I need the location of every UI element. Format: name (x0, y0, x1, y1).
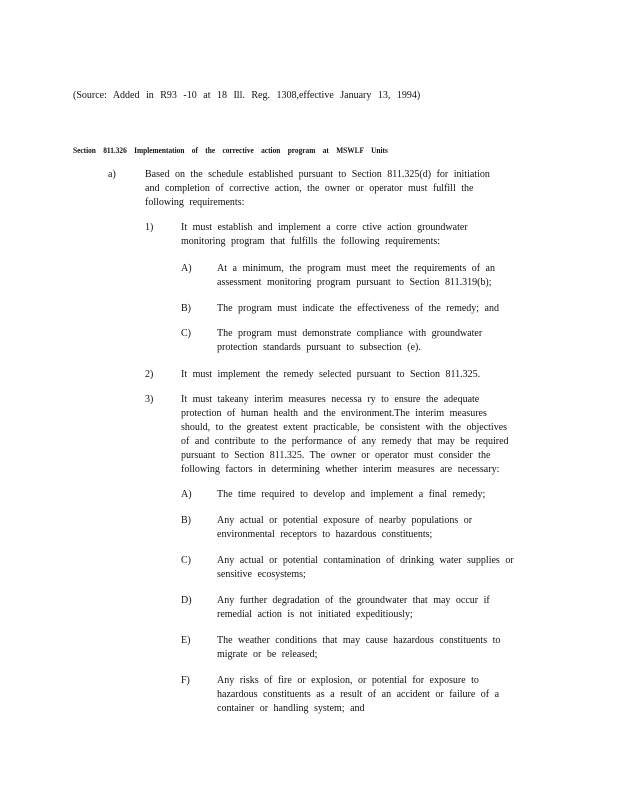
item-3-A-label: A) (181, 489, 192, 500)
item-3-E-text: The weather conditions that may cause hazardous constituents to migrate or be released; (217, 635, 501, 660)
item-3-F-label: F) (181, 675, 190, 686)
item-1-B-label: B) (181, 303, 191, 314)
item-3-text: It must takeany interim measures necessa ry to ensure the adequate protection of human health and the environment.The interim measures should, to the greatest extent practicable, be consistent with the objectives of and contribute to the performance of any remedy that may be required pursuant to Section 811.325. The owner or operator must consider the following factors in determining whether interim measures are necessary: (181, 394, 509, 475)
item-3-label: 3) (145, 394, 154, 405)
item-3-C-text: Any actual or potential contamination of drinking water supplies or sensitive ecosystems; (217, 555, 514, 580)
section-heading: Section 811.326 Implementation of the corrective action program at MSWLF Units (73, 146, 388, 155)
item-3-B-label: B) (181, 515, 191, 526)
item-3-A-text: The time required to develop and implement a final remedy; (217, 489, 486, 500)
item-3-D-text: Any further degradation of the groundwater that may occur if remedial action is not initiated expeditiously; (217, 595, 490, 620)
item-1-C-text: The program must demonstrate compliance with groundwater protection standards pursuant to subsection (e). (217, 328, 483, 353)
item-a-label: a) (108, 169, 116, 180)
item-3-B-text: Any actual or potential exposure of nearby populations or environmental receptors to hazardous constituents; (217, 515, 473, 540)
item-1-C-label: C) (181, 328, 191, 339)
item-1-B-text: The program must indicate the effectiveness of the remedy; and (217, 303, 499, 314)
item-3-C-label: C) (181, 555, 191, 566)
item-1-label: 1) (145, 222, 154, 233)
item-1-A-text: At a minimum, the program must meet the requirements of an assessment monitoring program pursuant to Section 811.319(b); (217, 263, 495, 288)
item-3-F-text: Any risks of fire or explosion, or potential for exposure to hazardous constituents as a result of an accident or failure of a container or handling system; and (217, 675, 500, 714)
source-note: (Source: Added in R93 -10 at 18 Ill. Reg. 1308,effective January 13, 1994) (73, 90, 421, 101)
item-2-text: It must implement the remedy selected pursuant to Section 811.325. (181, 369, 481, 380)
item-3-E-label: E) (181, 635, 191, 646)
item-1-A-label: A) (181, 263, 192, 274)
item-3-D-label: D) (181, 595, 192, 606)
item-1-text: It must establish and implement a corre ctive action groundwater monitoring program that fulfills the following requirements: (181, 222, 468, 247)
item-a-text: Based on the schedule established pursuant to Section 811.325(d) for initiation and completion of corrective action, the owner or operator must fulfill the following requirements: (145, 169, 490, 208)
item-2-label: 2) (145, 369, 154, 380)
